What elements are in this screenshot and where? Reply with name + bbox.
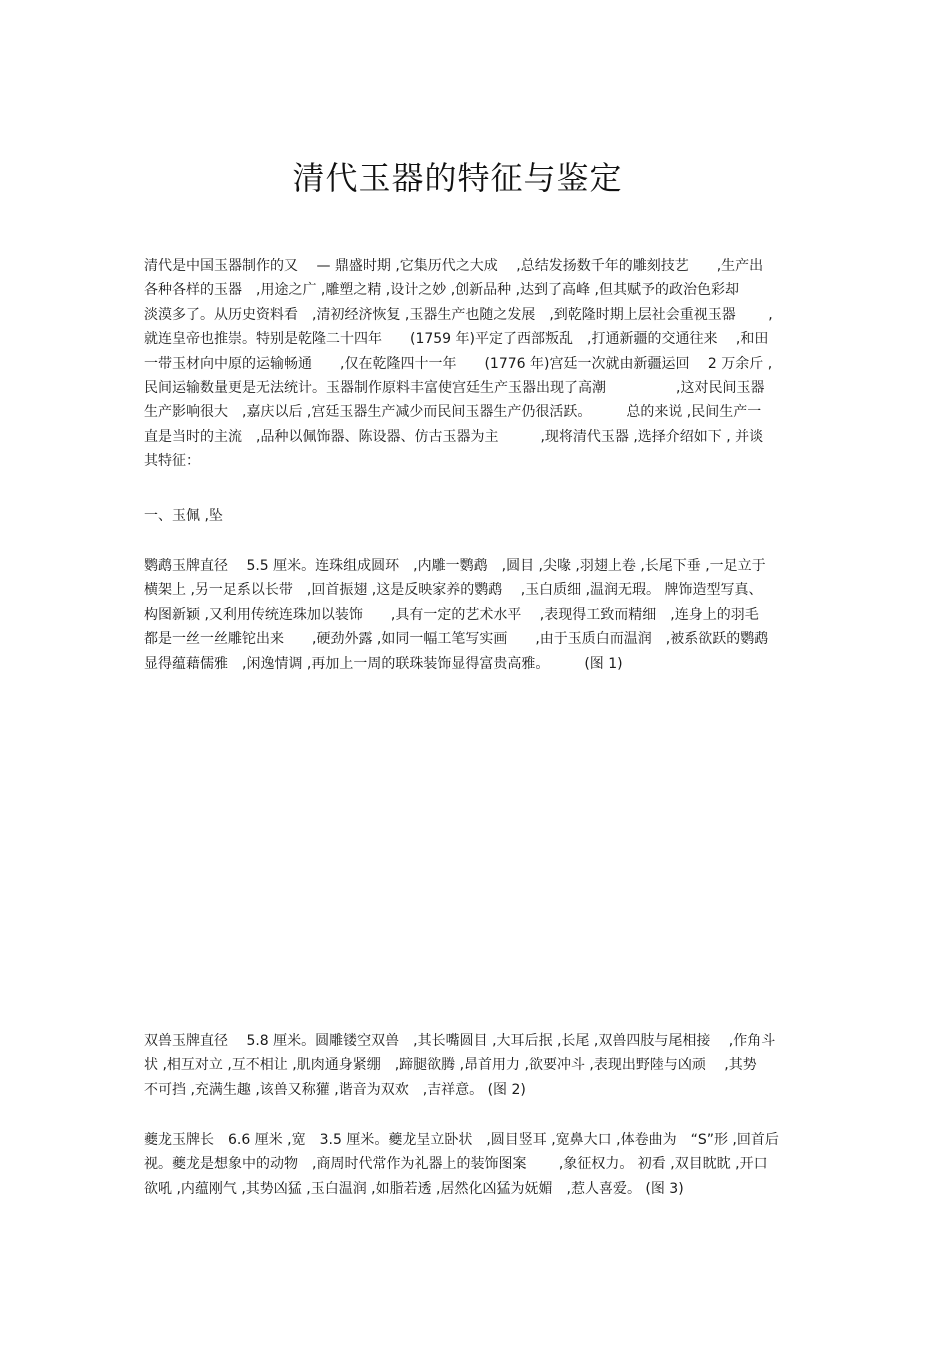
paragraph-line: 视。夔龙是想象中的动物 ,商周时代常作为礼器上的装饰图案 ,象征权力。 初看 ,双目眈眈 ,开口 (144, 1156, 768, 1173)
paragraph-line: 不可挡 ,充满生趣 ,该兽又称獾 ,谐音为双欢 ,吉祥意。 (图 2) (144, 1081, 526, 1098)
item-paragraph-double-beast-plaque (144, 1029, 809, 1102)
paragraph-line: 都是一丝一丝雕铊出来 ,硬劲外露 ,如同一幅工笔写实画 ,由于玉质白而温润 ,被系欲跃的鹦鹉 (144, 631, 769, 648)
paragraph-line: 横架上 ,另一足系以长带 ,回首振翅 ,这是反映家养的鹦鹉 ,玉白质细 ,温润无瑕。 牌饰造型写真、 (144, 582, 763, 599)
paragraph-line: 构图新颖 ,又利用传统连珠加以装饰 ,具有一定的艺术水平 ,表现得工致而精细 ,连身上的羽毛 (144, 606, 759, 623)
paragraph-line: 双兽玉牌直径 5.8 厘米。圆雕镂空双兽 ,其长嘴圆目 ,大耳后抿 ,长尾 ,双兽四肢与尾相接 ,作角斗 (144, 1033, 776, 1049)
item-paragraph-kui-dragon-plaque (144, 1128, 809, 1201)
paragraph-line: 鹦鹉玉牌直径 5.5 厘米。连珠组成圆环 ,内雕一鹦鹉 ,圆目 ,尖喙 ,羽翅上卷 ,长尾下垂 ,一足立于 (144, 558, 766, 574)
section-heading: 一、玉佩 ,坠 (144, 508, 223, 524)
item-paragraph-parrot-plaque (144, 554, 809, 676)
intro-line: 其特征： (144, 453, 200, 470)
intro-line: 生产影响很大 ,嘉庆以后 ,宫廷玉器生产减少而民间玉器生产仍很活跃。 总的来说 ,民间生产一 (144, 404, 762, 421)
intro-line: 淡漠多了。从历史资料看 ,清初经济恢复 ,玉器生产也随之发展 ,到乾隆时期上层社会重视玉器 , (144, 306, 773, 323)
paragraph-line: 欲吼 ,内蕴刚气 ,其势凶猛 ,玉白温润 ,如脂若透 ,居然化凶猛为妩媚 ,惹人喜爱。 (图 3) (144, 1180, 684, 1197)
intro-line: 一带玉材向中原的运输畅通 ,仅在乾隆四十一年 (1776 年)宫廷一次就由新疆运回 2 万余斤 , (144, 355, 773, 372)
intro-line: 直是当时的主流 ,品种以佩饰器、陈设器、仿古玉器为主 ,现将清代玉器 ,选择介绍如下 , 并谈 (144, 428, 764, 445)
page-title: 清代玉器的特征与鉴定 (292, 159, 623, 197)
paragraph-line: 夔龙玉牌长 6.6 厘米 ,宽 3.5 厘米。夔龙呈立卧状 ,圆目竖耳 ,宽鼻大口 ,体卷曲为 “S”形 ,回首后 (144, 1132, 779, 1148)
intro-line: 就连皇帝也推崇。特别是乾隆二十四年 (1759 年)平定了西部叛乱 ,打通新疆的交通往来 ,和田 (144, 331, 769, 348)
intro-paragraph (144, 254, 809, 474)
paragraph-line: 状 ,相互对立 ,互不相让 ,肌肉通身紧绷 ,蹄腿欲腾 ,昂首用力 ,欲要冲斗 ,表现出野陸与凶顽 ,其势 (144, 1057, 757, 1074)
figure-area (144, 700, 809, 1000)
intro-line: 清代是中国玉器制作的又 — 鼎盛时期 ,它集历代之大成 ,总结发扬数千年的雕刻技艺 ,生产出 (144, 258, 764, 274)
intro-line: 民间运输数量更是无法统计。玉器制作原料丰富使宫廷生产玉器出现了高潮 ,这对民间玉器 (144, 379, 765, 396)
intro-line: 各种各样的玉器 ,用途之广 ,雕塑之精 ,设计之妙 ,创新品种 ,达到了高峰 ,但其赋予的政治色彩却 (144, 282, 739, 299)
paragraph-line: 显得蕴藉儒雅 ,闲逸情调 ,再加上一周的联珠装饰显得富贵高雅。 (图 1) (144, 655, 623, 672)
